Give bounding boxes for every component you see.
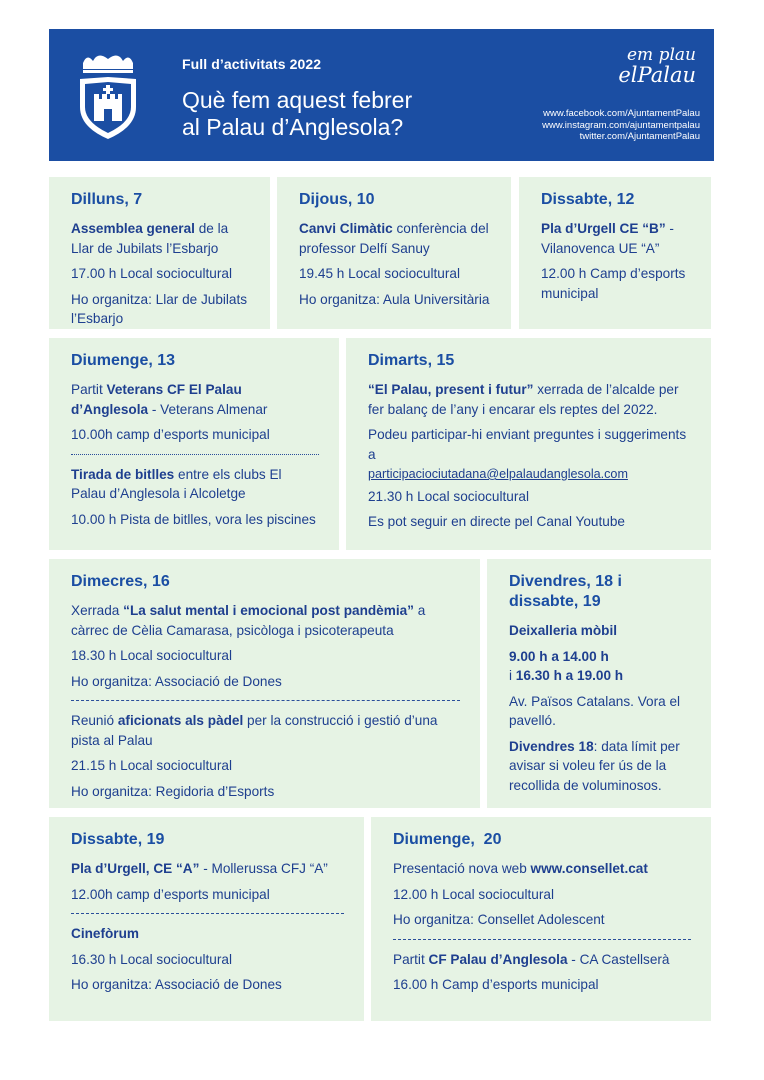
event-description: Reunió aficionats als pàdel per la construcció i gestió d’una pista al Palau	[71, 713, 438, 748]
event-time-place: 12.00 h Local sociocultural	[393, 886, 554, 902]
event-card-dimarts-15	[346, 338, 711, 550]
twitter-link[interactable]: twitter.com/AjuntamentPalau	[579, 131, 700, 142]
event-note: Divendres 18: data límit per avisar si voleu fer ús de la recollida de voluminosos.	[509, 738, 680, 793]
card-day: Dimecres, 16	[71, 573, 170, 590]
event-time-place: 12.00h camp d’esports municipal	[71, 886, 270, 902]
divider	[71, 454, 319, 455]
event-card-dimecres-16	[49, 559, 480, 808]
event-organizer: Ho organitza: Associació de Dones	[71, 977, 282, 992]
email-link[interactable]: participaciociutadana@elpalaudanglesola.com	[368, 467, 628, 481]
card-day: Diumenge, 20	[393, 831, 502, 848]
divider	[71, 913, 344, 914]
event-organizer: Ho organitza: Associació de Dones	[71, 673, 282, 689]
header-kicker: Full d’activitats 2022	[182, 56, 322, 72]
event-organizer: Ho organitza: Regidoria d’Esports	[71, 783, 275, 799]
event-time-place: 12.00 h Camp d’esports municipal	[541, 266, 686, 301]
event-time-place: 21.15 h Local sociocultural	[71, 758, 232, 773]
event-title: Deixalleria mòbil	[509, 623, 618, 638]
event-time-place: 21.30 h Local sociocultural	[368, 488, 529, 504]
event-title: Cinefòrum	[71, 926, 139, 941]
event-time-place: 18.30 h Local sociocultural	[71, 648, 232, 663]
event-card-dissabte-12	[519, 177, 711, 329]
event-card-diumenge-20	[371, 817, 711, 1021]
event-description: Pla d’Urgell CE “B” - Vilanovenca UE “A”	[541, 221, 674, 256]
title-line-1: Què fem aquest febrer	[182, 87, 413, 113]
event-description: Canvi Climàtic conferència del professor Delfí Sanuy	[299, 221, 489, 256]
event-organizer: Ho organitza: Llar de Jubilats l’Esbarjo	[71, 291, 248, 326]
event-organizer: Ho organitza: Consellet Adolescent	[393, 912, 605, 927]
instagram-link[interactable]: www.instagram.com/ajuntamentpalau	[542, 119, 700, 131]
card-day: Dilluns, 7	[71, 191, 143, 208]
facebook-link[interactable]: www.facebook.com/AjuntamentPalau	[543, 108, 700, 119]
event-card-dilluns-7	[49, 177, 270, 329]
card-day: Dimarts, 15	[368, 352, 455, 369]
event-description: Pla d’Urgell, CE “A” - Mollerussa CFJ “A”	[71, 861, 328, 876]
event-participation: Podeu participar-hi enviant preguntes i suggeriments a participaciociutadana@elpalaudanglesola.com	[368, 427, 687, 481]
event-description: Tirada de bitlles entre els clubs El Palau d’Anglesola i Alcoletge	[71, 466, 282, 501]
event-time-place: 17.00 h Local sociocultural	[71, 266, 232, 281]
coat-of-arms-icon	[77, 49, 139, 141]
event-hours: 9.00 h a 14.00 h i 16.30 h a 19.00 h	[509, 648, 624, 683]
event-description: Presentació nova web www.consellet.cat	[393, 861, 648, 876]
event-card-dijous-10	[277, 177, 511, 329]
event-description: Xerrada “La salut mental i emocional post pandèmia” a càrrec de Cèlia Camarasa, psicòloga i psicoterapeuta	[71, 603, 426, 638]
event-description: “El Palau, present i futur” xerrada de l’alcalde per fer balanç de l’any i encarar els reptes del 2022.	[368, 382, 679, 417]
event-organizer: Ho organitza: Aula Universitària	[299, 291, 490, 307]
divider	[393, 939, 691, 940]
card-day: Dissabte, 12	[541, 191, 635, 208]
card-day: Divendres, 18 i dissabte, 19	[509, 573, 622, 610]
event-description: Assemblea general de la Llar de Jubilats l’Esbarjo	[71, 221, 229, 256]
event-time-place: 16.00 h Camp d’esports municipal	[393, 977, 599, 992]
website-link[interactable]: www.consellet.cat	[530, 861, 648, 876]
title-line-2: al Palau d’Anglesola?	[182, 114, 404, 140]
event-time-place: 10.00 h Pista de bitlles, vora les piscines	[71, 511, 316, 527]
page-title	[182, 87, 482, 141]
slogan-logo	[576, 45, 696, 85]
event-location: Av. Països Catalans. Vora el pavelló.	[509, 693, 681, 728]
event-description: Partit Veterans CF El Palau d’Anglesola - Veterans Almenar	[71, 382, 268, 417]
event-time-place: 10.00h camp d’esports municipal	[71, 427, 270, 442]
slogan-line-1: em plau	[627, 45, 696, 65]
slogan-line-2: elPalau	[618, 63, 696, 87]
header-banner	[49, 29, 714, 161]
card-day: Dissabte, 19	[71, 831, 165, 848]
event-card-dissabte-19	[49, 817, 364, 1021]
event-description: Partit CF Palau d’Anglesola - CA Castellserà	[393, 951, 670, 967]
card-day: Diumenge, 13	[71, 352, 176, 369]
event-card-divendres-18	[487, 559, 711, 808]
event-time-place: 19.45 h Local sociocultural	[299, 266, 460, 281]
divider	[71, 700, 460, 701]
event-card-diumenge-13	[49, 338, 339, 550]
event-time-place: 16.30 h Local sociocultural	[71, 951, 232, 967]
event-stream-note: Es pot seguir en directe pel Canal Youtube	[368, 514, 625, 529]
card-day: Dijous, 10	[299, 191, 375, 208]
social-links	[542, 108, 700, 143]
